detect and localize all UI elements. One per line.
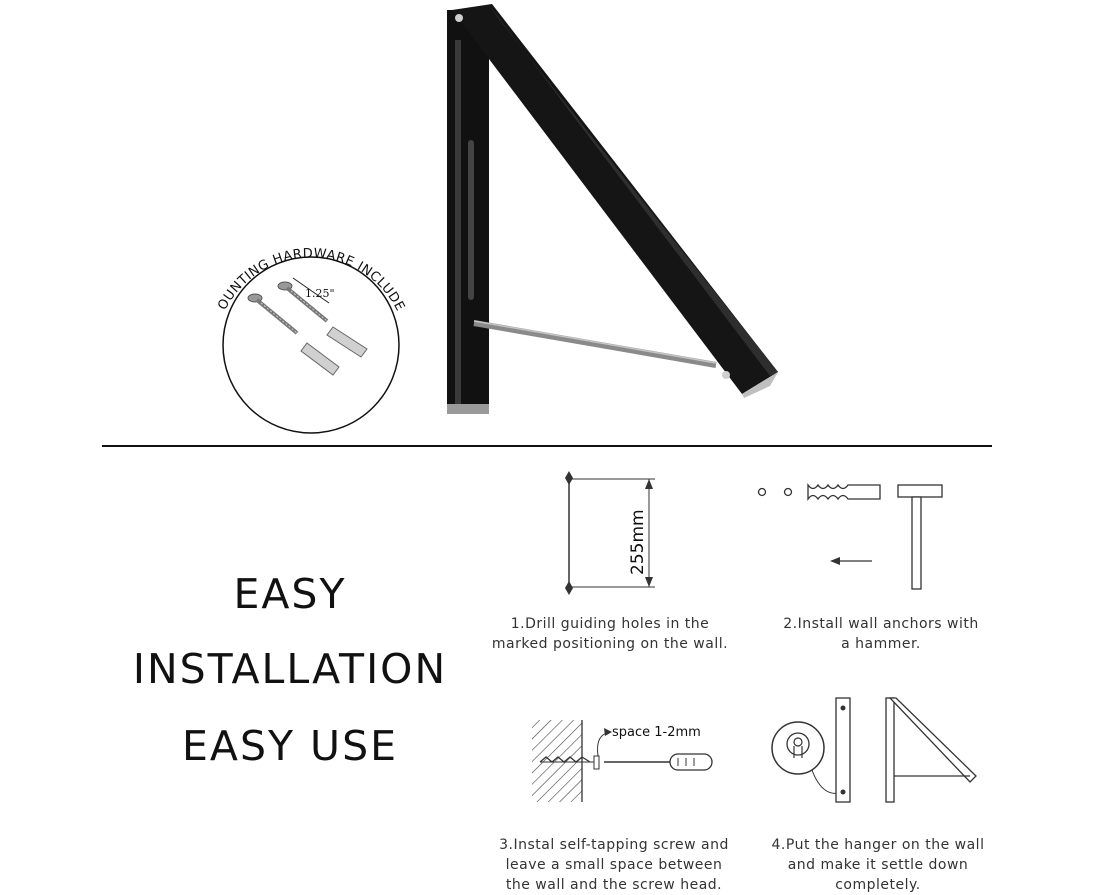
step1-caption bbox=[482, 614, 738, 654]
step1-caption-line: 1.Drill guiding holes in the bbox=[510, 616, 710, 632]
headline-easy: EASY bbox=[233, 570, 347, 618]
wall-anchor-icon bbox=[808, 485, 880, 499]
headline-installation: INSTALLATION bbox=[132, 645, 448, 693]
step1-caption-line: marked positioning on the wall. bbox=[491, 636, 729, 652]
screwdriver-icon bbox=[604, 754, 712, 770]
folding-hanger-image bbox=[0, 0, 1094, 440]
step4-hang-diagram bbox=[768, 694, 988, 814]
keyhole-plate-icon bbox=[772, 722, 824, 774]
step2-caption bbox=[768, 614, 994, 654]
arrow-left-icon bbox=[830, 557, 872, 565]
step3-caption-line: leave a small space between bbox=[505, 857, 723, 873]
step4-caption-line: 4.Put the hanger on the wall bbox=[771, 837, 985, 853]
step3-caption-line: 3.Instal self-tapping screw and bbox=[499, 837, 729, 853]
step3-caption-line: the wall and the screw head. bbox=[505, 877, 723, 893]
step2-anchor-diagram bbox=[752, 475, 952, 595]
step4-caption bbox=[760, 835, 996, 895]
step3-screw-diagram bbox=[532, 716, 732, 816]
mounting-hardware-badge bbox=[205, 234, 411, 445]
headline-easy-use: EASY USE bbox=[182, 722, 398, 770]
hammer-icon bbox=[898, 485, 942, 589]
hardware-arc-text: MOUNTING HARDWARE INCLUDED bbox=[205, 234, 408, 314]
step4-caption-line: and make it settle down bbox=[787, 857, 969, 873]
wall-bar-icon bbox=[836, 698, 850, 802]
step1-drill-diagram bbox=[555, 465, 675, 605]
step4-caption-line: completely. bbox=[835, 877, 921, 893]
section-divider bbox=[102, 445, 992, 447]
step3-caption bbox=[484, 835, 744, 895]
hanger-outline-icon bbox=[886, 698, 976, 802]
step2-caption-line: a hammer. bbox=[841, 636, 921, 652]
step3-space-label: space 1-2mm bbox=[612, 725, 701, 740]
step1-measure-label: 255mm bbox=[628, 509, 648, 575]
hardware-size-label: 1.25" bbox=[305, 287, 335, 300]
step2-caption-line: 2.Install wall anchors with bbox=[783, 616, 979, 632]
